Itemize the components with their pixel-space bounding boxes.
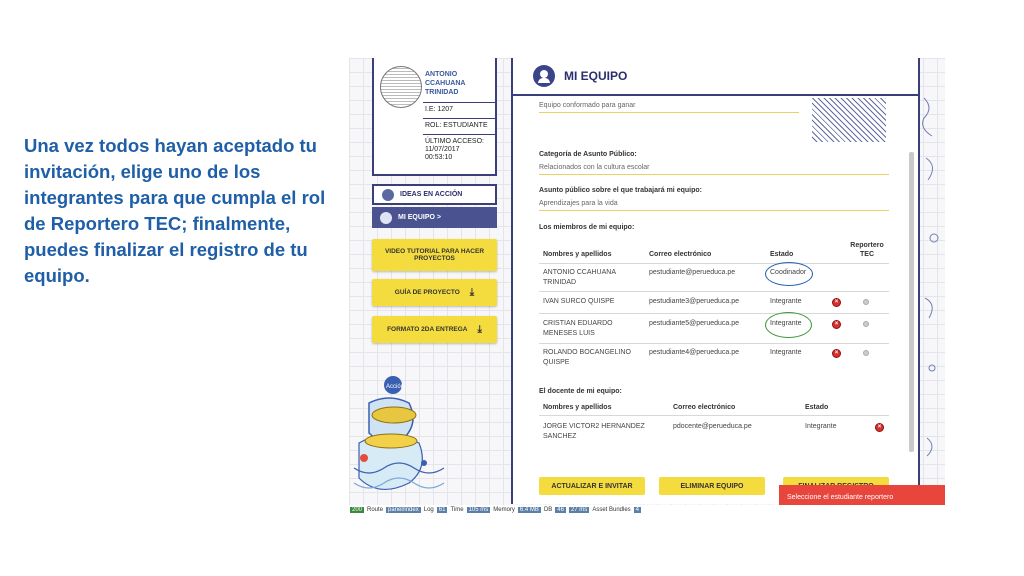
profile-photo — [380, 66, 422, 108]
topic-label: Asunto público sobre el que trabajará mi equipo: — [539, 187, 702, 194]
update-invite-button[interactable]: ACTUALIZAR E INVITAR — [539, 477, 645, 495]
members-label: Los miembros de mi equipo: — [539, 224, 635, 231]
category-field[interactable]: Relacionados con la cultura escolar — [539, 164, 889, 175]
svg-text:Acción: Acción — [386, 384, 405, 390]
panel-header — [513, 58, 918, 96]
member-email: pestudiante@perueduca.pe — [649, 269, 736, 276]
members-header-email: Correo electrónico — [649, 251, 712, 258]
member-status: Integrante — [770, 349, 802, 356]
team-image-thumbnail — [812, 98, 886, 142]
members-header-name: Nombres y apellidos — [543, 251, 612, 258]
member-email: pestudiante4@perueduca.pe — [649, 349, 740, 356]
scrollbar[interactable] — [909, 152, 914, 452]
reporter-radio[interactable] — [863, 299, 869, 305]
debug-toolbar: 200 Route panel/index Log 61 Time 105 ms Memory 6.4 MB DB 46 27 ms Asset Bundles 4 — [349, 505, 945, 515]
profile-role: ROL: ESTUDIANTE — [423, 118, 495, 130]
member-status: Integrante — [770, 298, 802, 305]
decorative-doodle — [922, 58, 945, 504]
highlight-circle — [765, 262, 813, 286]
project-guide-button[interactable]: GUÍA DE PROYECTO ⤓ — [372, 279, 497, 306]
profile-card — [372, 58, 497, 176]
nav-mi-equipo[interactable]: MI EQUIPO > — [372, 207, 497, 228]
download-icon: ⤓ — [469, 287, 475, 298]
divider — [539, 415, 889, 416]
reporter-radio[interactable] — [863, 321, 869, 327]
teacher-header-status: Estado — [805, 404, 829, 411]
member-email: pestudiante3@perueduca.pe — [649, 298, 740, 305]
teacher-label: El docente de mi equipo: — [539, 388, 622, 395]
remove-member-icon[interactable]: × — [832, 298, 841, 307]
app-screenshot — [349, 58, 945, 515]
video-tutorial-button[interactable]: VIDEO TUTORIAL PARA HACER PROYECTOS — [372, 239, 497, 271]
member-name: CRISTIAN EDUARDO MENESES LUIS — [543, 320, 613, 337]
profile-name: ANTONIO CCAHUANA TRINIDAD — [425, 71, 466, 96]
profile-last-access: ÚLTIMO ACCESO: 11/07/2017 00:53:10 — [423, 134, 495, 162]
profile-ie: I.E: 1207 — [423, 102, 495, 114]
highlight-circle — [765, 312, 812, 338]
remove-member-icon[interactable]: × — [832, 349, 841, 358]
member-name: IVAN SURCO QUISPE — [543, 298, 615, 305]
mascot-illustration — [349, 373, 449, 503]
download-icon: ⤓ — [477, 324, 482, 335]
team-name-field[interactable]: Equipo conformado para ganar — [539, 102, 799, 113]
bulb-icon — [382, 189, 394, 201]
divider — [539, 313, 889, 314]
divider — [539, 263, 889, 264]
reporter-radio[interactable] — [863, 350, 869, 356]
members-header-reporter: Reportero TEC — [850, 242, 884, 258]
teacher-name: JORGE VICTOR2 HERNANDEZ SANCHEZ — [543, 423, 645, 440]
divider — [539, 291, 889, 292]
topic-field[interactable]: Aprendizajes para la vida — [539, 200, 889, 211]
remove-teacher-icon[interactable]: × — [875, 423, 884, 432]
member-status: Coodinador — [770, 269, 807, 276]
member-name: ANTONIO CCAHUANA TRINIDAD — [543, 269, 616, 286]
member-email: pestudiante5@perueduca.pe — [649, 320, 740, 327]
divider — [539, 343, 889, 344]
member-status: Integrante — [770, 320, 802, 327]
delete-team-button[interactable]: ELIMINAR EQUIPO — [659, 477, 765, 495]
instruction-caption: Una vez todos hayan aceptado tu invitación, elige uno de los integrantes para que cumpla el rol de Reportero TEC; finalmente, puedes finalizar el registro de tu equipo. — [24, 135, 326, 286]
category-label: Categoría de Asunto Público: — [539, 151, 637, 158]
remove-member-icon[interactable]: × — [832, 320, 841, 329]
team-icon — [533, 65, 555, 87]
teacher-header-email: Correo electrónico — [673, 404, 736, 411]
panel-title: MI EQUIPO — [564, 69, 628, 83]
second-delivery-format-button[interactable]: FORMATO 2DA ENTREGA ⤓ — [372, 316, 497, 343]
member-name: ROLANDO BOCANGELINO QUISPE — [543, 349, 631, 366]
members-header-status: Estado — [770, 251, 794, 258]
team-icon — [380, 212, 392, 224]
teacher-header-name: Nombres y apellidos — [543, 404, 612, 411]
nav-ideas-en-accion[interactable]: IDEAS EN ACCIÓN — [372, 184, 497, 205]
error-toast[interactable]: Seleccione el estudiante reportero — [779, 485, 945, 510]
teacher-status: Integrante — [805, 423, 837, 430]
team-panel — [511, 58, 920, 504]
teacher-email: pdocente@perueduca.pe — [673, 423, 752, 430]
